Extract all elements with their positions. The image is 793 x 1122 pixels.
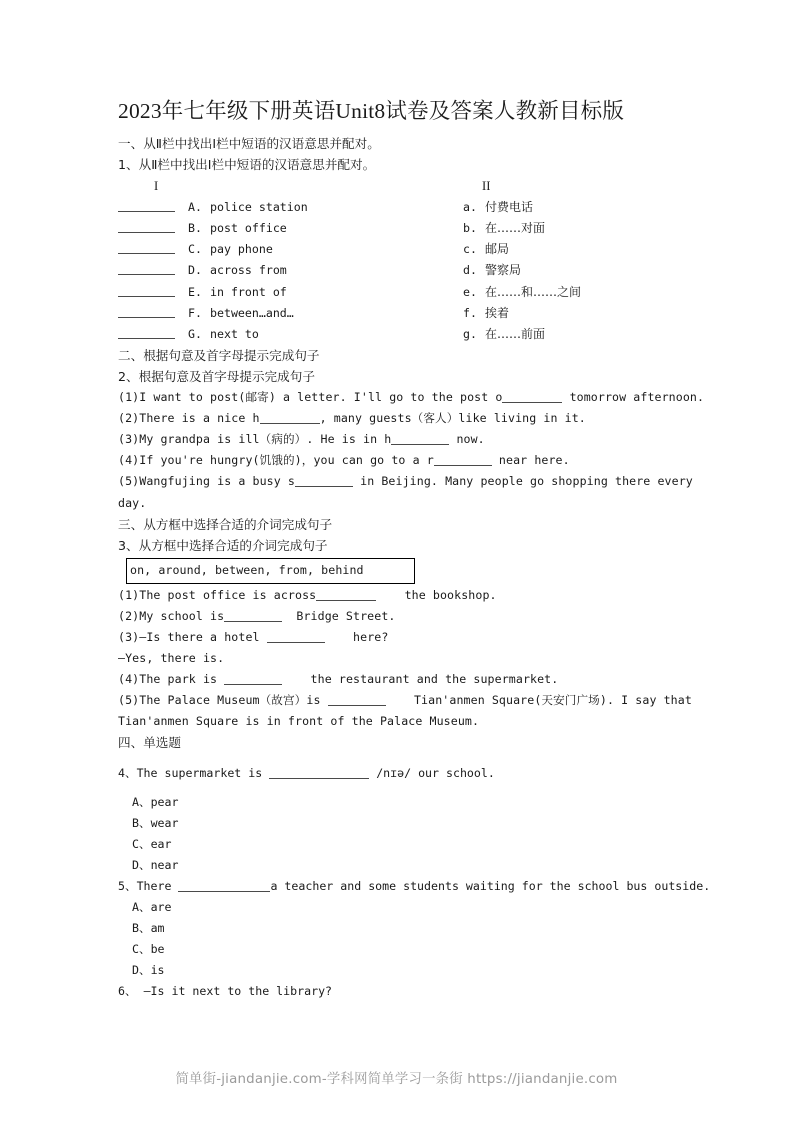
match-right-label: d. [463,263,477,278]
column-2-header: II [482,179,491,194]
match-left-label: G. [188,326,202,341]
table-row [118,218,678,239]
section4-question-4 [118,763,678,784]
match-left-item [188,260,287,281]
section2-subheading: 2、根据句意及首字母提示完成句子 [118,368,315,384]
question-text-cont: a teacher and some students waiting for the school bus outside. [270,879,711,893]
question-text: (2)My school is [118,608,225,623]
match-answer-blank[interactable] [118,338,175,339]
match-left-label: C. [188,242,202,257]
match-left-label: E. [188,284,202,299]
section1-heading: 一、从Ⅱ栏中找出Ⅰ栏中短语的汉语意思并配对。 [118,136,380,151]
answer-blank[interactable] [178,891,270,892]
answer-blank[interactable] [391,444,449,445]
section3-question-3-answer: —Yes, there is. [118,651,225,666]
question-text-cont: now. [456,432,485,447]
match-right-label: c. [463,242,477,257]
page-title: 2023年七年级下册英语Unit8试卷及答案人教新目标版 [118,99,625,123]
section3-question-4 [118,669,678,690]
question-text: (1)I want to post(邮寄) a letter. I'll go to the post o [118,390,503,405]
question-text: (3)—Is there a hotel [118,629,260,644]
option-c[interactable]: C、ear [132,836,172,851]
option-b[interactable]: B、wear [132,815,179,830]
section2-question-4 [118,450,678,471]
question-text: (3)My grandpa is ill（病的）. He is in h [118,432,392,447]
option-a[interactable]: A、pear [132,794,179,809]
match-answer-blank[interactable] [118,211,175,212]
question-text-cont: Bridge Street. [296,608,396,623]
question-text: (5)The Palace Museum（故宫）is [118,693,321,708]
section2-question-1 [118,387,705,408]
question-number: 5、 [118,879,137,893]
question-number: 6、 [118,984,137,999]
match-right-item [463,239,509,260]
answer-blank[interactable] [260,423,320,424]
section2-heading: 二、根据句意及首字母提示完成句子 [118,347,320,363]
table-row [118,303,678,324]
section4-heading: 四、单选题 [118,735,181,751]
match-left-label: B. [188,221,202,236]
match-answer-blank[interactable] [118,253,175,254]
option-a[interactable]: A、are [132,900,172,915]
question-text: (2)There is a nice h [118,411,260,426]
question-text-cont: the restaurant and the supermarket. [310,672,559,687]
match-left-text: post office [210,221,287,236]
matching-exercise [118,176,678,345]
match-right-item [463,282,581,303]
match-right-item [463,303,509,324]
question-text-cont: tomorrow afternoon. [569,390,705,405]
question-text-cont: in Beijing. Many people go shopping there every [360,474,693,489]
answer-blank[interactable] [269,778,369,779]
question-text-cont: , many guests（客人）like living in it. [319,411,586,426]
question-text-cont: near here. [498,453,570,468]
match-right-label: g. [463,326,477,341]
question-text: (1)The post office is across [118,587,317,602]
match-right-text: 在……和……之间 [485,284,582,299]
question-text-cont: Tian'anmen Square(天安门广场). I say that [413,693,692,708]
match-right-item [463,260,521,281]
match-left-text: police station [210,200,308,215]
section3-question-2 [118,606,678,627]
column-1-header: I [154,179,159,194]
document-body [118,133,711,1003]
table-row [118,324,678,345]
answer-blank[interactable] [224,684,282,685]
word-bank-box: on, around, between, from, behind [126,558,415,584]
answer-blank[interactable] [434,465,492,466]
match-answer-blank[interactable] [118,274,175,275]
footer-watermark: 简单街-jiandanjie.com-学科网简单学习一条街 https://jiandanjie.com [175,1072,618,1087]
match-left-item [188,239,273,260]
match-left-text: next to [210,326,259,341]
match-right-text: 付费电话 [485,200,534,215]
question-text: (4)If you're hungry(饥饿的)，you can go to a r [118,453,434,468]
match-left-text: pay phone [210,242,273,257]
section3-question-5-wrap: Tian'anmen Square is in front of the Palace Museum. [118,714,480,729]
answer-blank[interactable] [295,486,353,487]
question-text-cont: the bookshop. [404,587,497,602]
section4-question-6 [118,981,678,1002]
section2-question-3 [118,429,678,450]
match-answer-blank[interactable] [118,232,175,233]
section3-heading: 三、从方框中选择合适的介词完成句子 [118,516,333,532]
table-row [118,197,678,218]
match-left-item [188,197,308,218]
match-right-item [463,324,545,345]
match-right-text: 在……对面 [485,221,546,236]
match-answer-blank[interactable] [118,317,175,318]
section3-subheading: 3、从方框中选择合适的介词完成句子 [118,537,328,553]
table-row [118,282,678,303]
question-text: (5)Wangfujing is a busy s [118,474,296,489]
section2-question-2 [118,408,678,429]
option-b[interactable]: B、am [132,921,165,936]
match-right-label: b. [463,221,477,236]
question-text-cont: here? [353,629,389,644]
option-d[interactable]: D、near [132,857,179,872]
match-right-text: 挨着 [485,305,510,320]
match-right-label: a. [463,200,477,215]
section3-question-3 [118,627,678,648]
match-left-text: between…and… [210,305,294,320]
question-text: There [136,879,172,893]
match-left-text: across from [210,263,287,278]
match-left-label: D. [188,263,202,278]
answer-blank[interactable] [224,621,282,622]
match-right-text: 在……前面 [485,326,546,341]
question-text: (4)The park is [118,672,218,687]
match-right-item [463,197,533,218]
matching-column-headers [118,176,678,197]
section1-subheading: 1、从Ⅱ栏中找出Ⅰ栏中短语的汉语意思并配对。 [118,157,376,173]
option-c[interactable]: C、be [132,942,165,957]
match-left-label: A. [188,200,202,215]
section4-question-5 [118,876,711,897]
question-text: —Is it next to the library? [143,984,333,999]
match-right-label: f. [463,305,477,320]
table-row [118,260,678,281]
match-right-label: e. [463,284,477,299]
section2-question-5-wrap: day. [118,495,147,510]
match-left-item [188,218,287,239]
question-text: The supermarket is [136,765,263,780]
section3-question-5 [118,690,692,711]
table-row [118,239,678,260]
match-left-label: F. [188,305,202,320]
question-text-cont: /nɪə/ our school. [376,765,495,780]
match-left-item [188,324,259,345]
answer-blank[interactable] [316,600,376,601]
answer-blank[interactable] [267,642,325,643]
match-left-item [188,303,294,324]
match-right-text: 邮局 [485,242,510,257]
option-d[interactable]: D、is [132,963,165,978]
match-right-item [463,218,545,239]
answer-blank[interactable] [502,402,562,403]
match-answer-blank[interactable] [118,296,175,297]
answer-blank[interactable] [328,705,386,706]
question-number: 4、 [118,765,137,780]
section2-question-5 [118,471,693,492]
match-left-item [188,282,287,303]
match-right-text: 警察局 [485,263,522,278]
section3-question-1 [118,585,678,606]
match-left-text: in front of [210,284,287,299]
